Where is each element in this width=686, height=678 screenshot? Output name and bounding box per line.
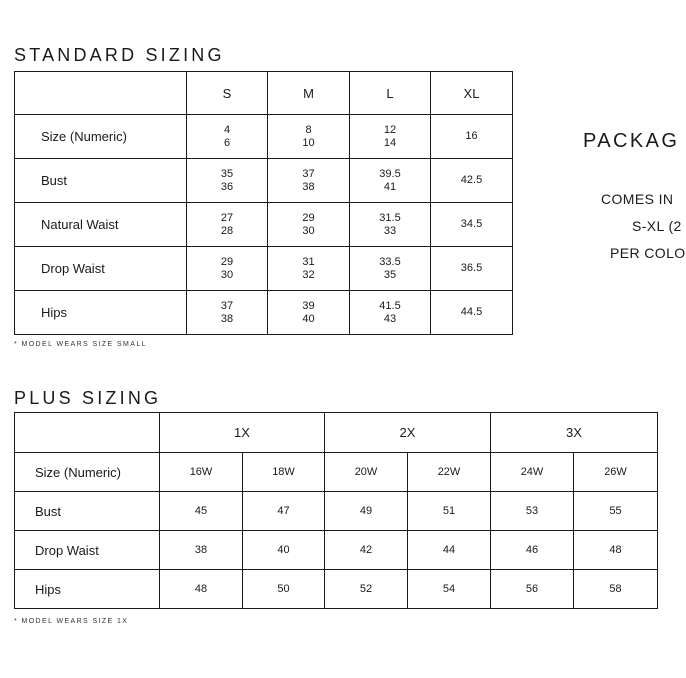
- table-cell: 12 14: [350, 115, 431, 159]
- empty-corner-cell: [15, 72, 187, 115]
- table-header-row: [15, 72, 513, 115]
- table-row: [15, 492, 658, 531]
- table-cell: 37 38: [187, 291, 268, 335]
- column-header: XL: [431, 72, 513, 115]
- table-row: [15, 159, 513, 203]
- column-header: S: [187, 72, 268, 115]
- table-cell: 27 28: [187, 203, 268, 247]
- table-cell: 4 6: [187, 115, 268, 159]
- table-cell: 44.5: [431, 291, 513, 335]
- table-cell: 51: [408, 492, 491, 531]
- group-header: 3X: [491, 413, 658, 453]
- table-cell: 33.5 35: [350, 247, 431, 291]
- group-header: 1X: [160, 413, 325, 453]
- table-cell: 53: [491, 492, 574, 531]
- table-cell: 24W: [491, 453, 574, 492]
- row-label: Bust: [15, 492, 160, 531]
- table-cell: 16W: [160, 453, 243, 492]
- table-cell: 39.5 41: [350, 159, 431, 203]
- table-cell: 52: [325, 570, 408, 609]
- table-cell: 42: [325, 531, 408, 570]
- column-header: L: [350, 72, 431, 115]
- group-header: 2X: [325, 413, 491, 453]
- table-cell: 44: [408, 531, 491, 570]
- table-cell: 31 32: [268, 247, 350, 291]
- table-cell: 35 36: [187, 159, 268, 203]
- table-cell: 26W: [574, 453, 658, 492]
- row-label: Drop Waist: [15, 247, 187, 291]
- table-cell: 56: [491, 570, 574, 609]
- table-cell: 37 38: [268, 159, 350, 203]
- table-row: [15, 570, 658, 609]
- row-label: Hips: [15, 570, 160, 609]
- table-cell: 36.5: [431, 247, 513, 291]
- table-cell: 42.5: [431, 159, 513, 203]
- table-cell: 55: [574, 492, 658, 531]
- plus-model-note: * MODEL WEARS SIZE 1X: [14, 618, 129, 625]
- table-row: [15, 291, 513, 335]
- table-row: [15, 203, 513, 247]
- row-label: Drop Waist: [15, 531, 160, 570]
- plus-sizing-table: [14, 412, 658, 609]
- table-cell: 40: [243, 531, 325, 570]
- row-label: Hips: [15, 291, 187, 335]
- standard-sizing-heading: STANDARD SIZING: [14, 45, 225, 65]
- plus-sizing-heading: PLUS SIZING: [14, 388, 162, 408]
- packaging-line: COMES IN: [601, 191, 674, 207]
- table-cell: 58: [574, 570, 658, 609]
- table-cell: 31.5 33: [350, 203, 431, 247]
- table-cell: 47: [243, 492, 325, 531]
- table-header-row: [15, 413, 658, 453]
- row-label: Bust: [15, 159, 187, 203]
- table-cell: 46: [491, 531, 574, 570]
- row-label: Size (Numeric): [15, 453, 160, 492]
- standard-model-note: * MODEL WEARS SIZE SMALL: [14, 341, 147, 348]
- table-cell: 16: [431, 115, 513, 159]
- table-cell: 18W: [243, 453, 325, 492]
- table-cell: 49: [325, 492, 408, 531]
- standard-sizing-table: [14, 71, 513, 335]
- packaging-heading: PACKAG: [583, 130, 680, 152]
- table-cell: 22W: [408, 453, 491, 492]
- row-label: Size (Numeric): [15, 115, 187, 159]
- table-cell: 48: [160, 570, 243, 609]
- table-cell: 29 30: [268, 203, 350, 247]
- table-cell: 48: [574, 531, 658, 570]
- packaging-line: PER COLO: [610, 245, 686, 261]
- table-row: [15, 115, 513, 159]
- table-cell: 54: [408, 570, 491, 609]
- table-cell: 45: [160, 492, 243, 531]
- table-cell: 34.5: [431, 203, 513, 247]
- table-row: [15, 247, 513, 291]
- row-label: Natural Waist: [15, 203, 187, 247]
- table-cell: 29 30: [187, 247, 268, 291]
- table-cell: 8 10: [268, 115, 350, 159]
- table-row: [15, 531, 658, 570]
- table-cell: 41.5 43: [350, 291, 431, 335]
- table-cell: 38: [160, 531, 243, 570]
- column-header: M: [268, 72, 350, 115]
- empty-corner-cell: [15, 413, 160, 453]
- table-row: [15, 453, 658, 492]
- packaging-line: S-XL (2: [632, 218, 682, 234]
- table-cell: 39 40: [268, 291, 350, 335]
- table-cell: 20W: [325, 453, 408, 492]
- table-cell: 50: [243, 570, 325, 609]
